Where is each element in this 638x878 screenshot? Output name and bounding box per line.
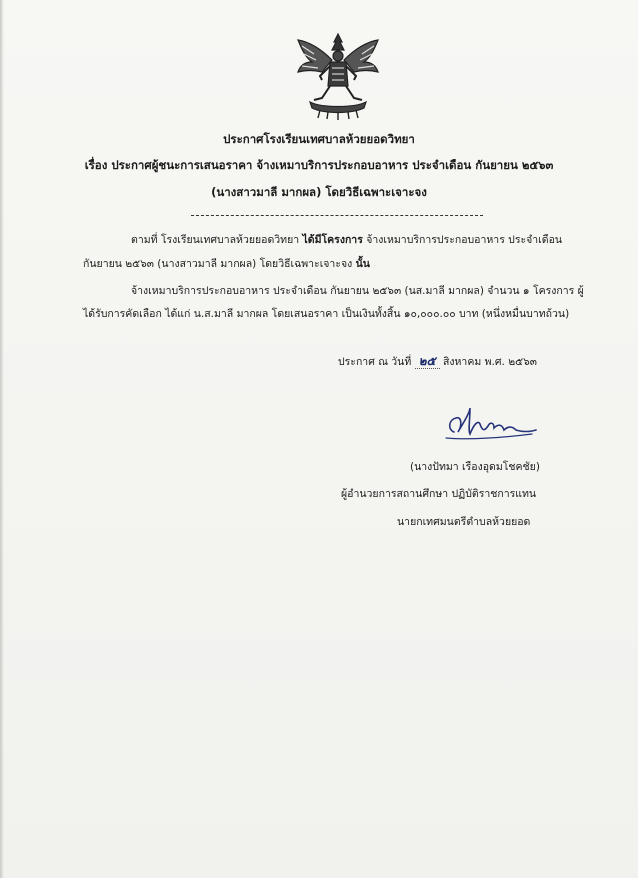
body-text: กันยายน ๒๕๖๓ (นางสาวมาลี มากผล) โดยวิธีเฉพาะเจาะจง: [83, 258, 353, 270]
garuda-emblem-icon: [292, 32, 384, 120]
body-line-4: ได้รับการคัดเลือก ได้แก่ น.ส.มาลี มากผล โดยเสนอราคา เป็นเงินทั้งสิ้น ๑๐,๐๐๐.๐๐ บาท (หนึ่งหมื่นบาทถ้วน): [83, 308, 570, 320]
signature-icon: [440, 402, 540, 448]
announcement-subject-cont: (นางสาวมาลี มากผล) โดยวิธีเฉพาะเจาะจง: [211, 185, 427, 199]
body-line-3: จ้างเหมาบริการประกอบอาหาร ประจำเดือน กันยายน ๒๕๖๓ (นส.มาลี มากผล) จำนวน ๑ โครงการ ผู้: [131, 285, 584, 297]
body-text-emphasis: ได้มีโครงการ: [302, 234, 363, 246]
body-text-emphasis: นั้น: [355, 258, 370, 270]
header-divider: [191, 215, 483, 216]
body-line-1: [131, 233, 562, 247]
announcement-date: [338, 352, 537, 371]
body-text: จ้างเหมาบริการประกอบอาหาร ประจำเดือน: [366, 234, 563, 246]
signatory-name: (นางปัทมา เรืองอุดมโชคชัย): [410, 461, 540, 473]
signatory-authority: นายกเทศมนตรีตำบลห้วยยอด: [397, 516, 531, 528]
signatory-position: ผู้อำนวยการสถานศึกษา ปฏิบัติราชการแทน: [341, 488, 537, 500]
body-text: ตามที่ โรงเรียนเทศบาลห้วยยอดวิทยา: [131, 234, 300, 246]
date-suffix: สิงหาคม พ.ศ. ๒๕๖๓: [442, 356, 537, 368]
body-line-2: [83, 257, 370, 271]
handwritten-day: ๒๕: [415, 354, 440, 369]
announcement-title: ประกาศโรงเรียนเทศบาลห้วยยอดวิทยา: [223, 132, 415, 146]
date-prefix: ประกาศ ณ วันที่: [338, 356, 412, 368]
announcement-subject: เรื่อง ประกาศผู้ชนะการเสนอราคา จ้างเหมาบริการประกอบอาหาร ประจำเดือน กันยายน ๒๕๖๓: [84, 158, 554, 172]
